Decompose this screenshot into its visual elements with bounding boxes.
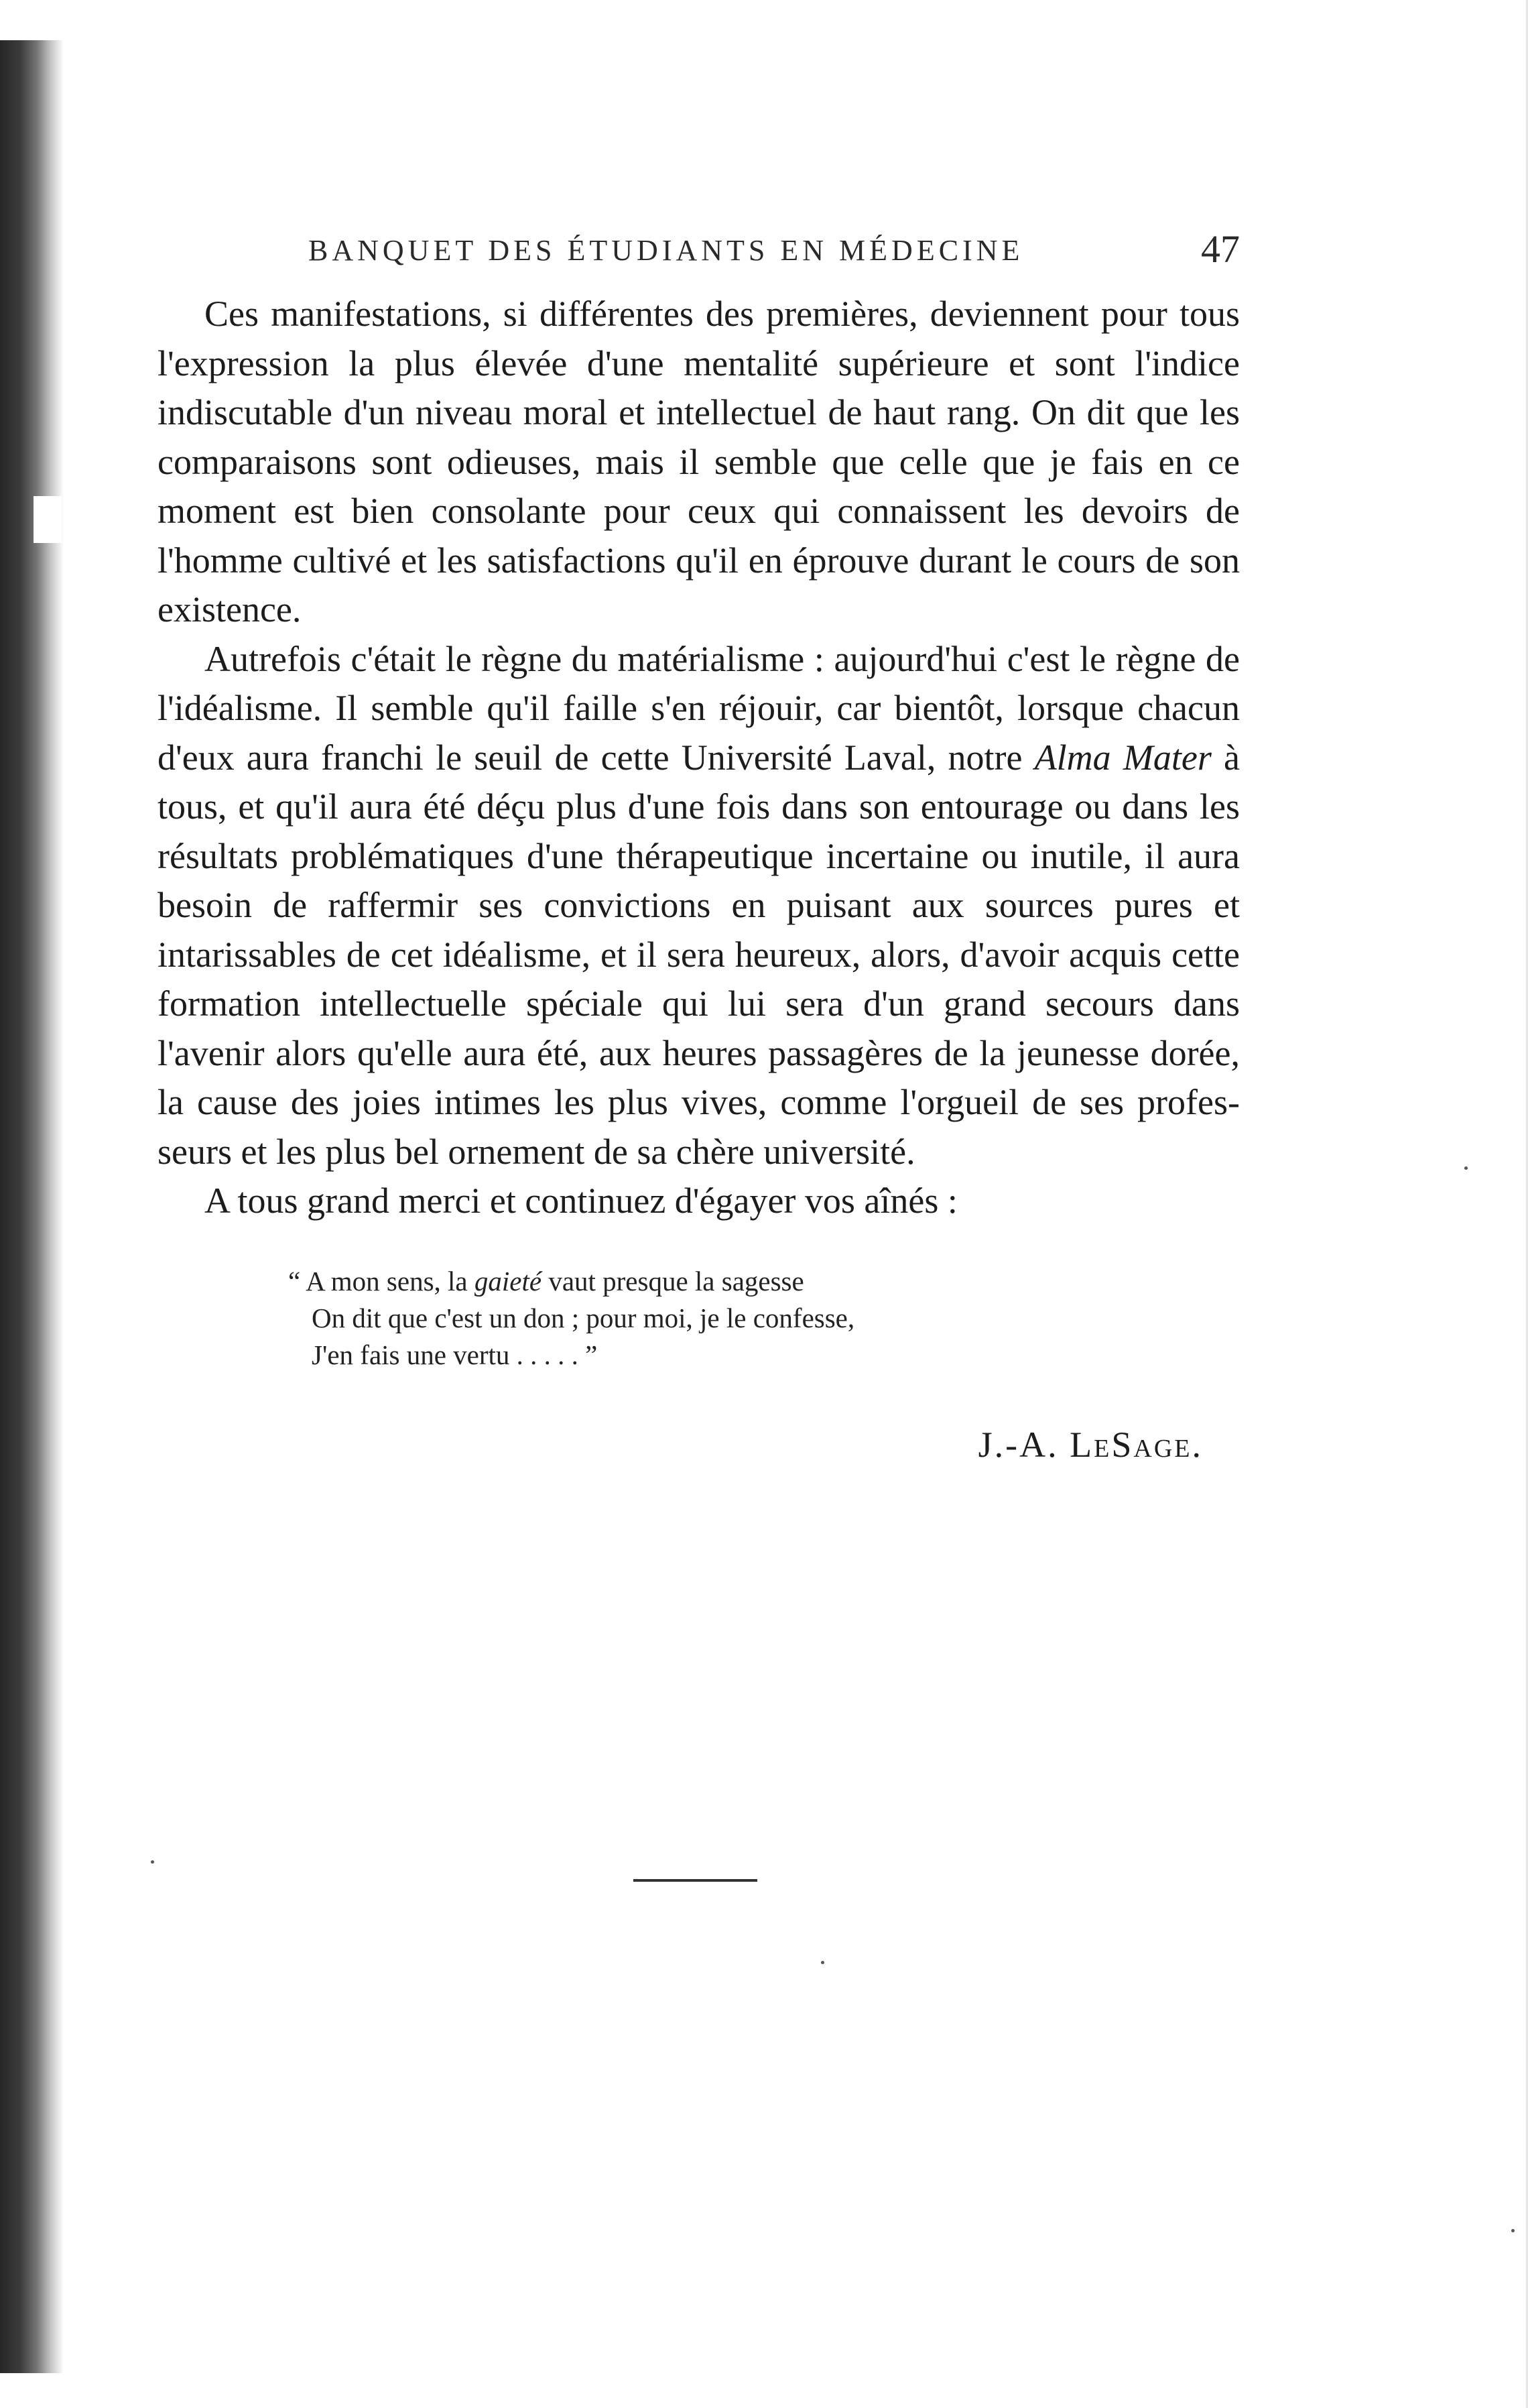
page — [157, 221, 1240, 1465]
speck — [1511, 2229, 1515, 2232]
paragraph-1: Ces manifestations, si différentes des premières, deviennent pour tous l'expression la plus élevée d'une mentalité supérieure et sont l'indice indiscutable d'un niveau moral et intellectuel de haut rang. On dit que les comparaisons sont odieuses, mais il semble que celle que je fais en ce moment est bien consolante pour ceux qui connaissent les devoirs de l'homme cultivé et les satisfactions qu'il en éprouve durant le cours de son existence. — [157, 294, 1240, 629]
speck — [151, 1860, 154, 1864]
quote-line-1-b: vaut presque la sagesse — [542, 1265, 804, 1297]
paragraph-3: A tous grand merci et continuez d'égayer vos aînés : — [204, 1181, 958, 1221]
quote-gaiete-italic: gaieté — [474, 1265, 542, 1297]
binding-shadow — [0, 40, 64, 2373]
running-head — [157, 221, 1240, 282]
quote-line-1-a: “ A mon sens, la — [288, 1265, 474, 1297]
quote-line-1 — [288, 1263, 1240, 1300]
binding-notch — [34, 496, 62, 543]
running-title: BANQUET DES ÉTUDIANTS EN MÉDECINE — [308, 234, 1024, 267]
author-signature: J.-A. LeSage. — [978, 1424, 1203, 1465]
quote-line-3: J'en fais une vertu . . . . . ” — [312, 1339, 598, 1370]
body-text — [157, 290, 1240, 1226]
section-rule — [633, 1879, 757, 1882]
speck — [1464, 1166, 1468, 1170]
paragraph-2 — [157, 635, 1240, 1177]
verse-quote — [288, 1263, 1240, 1374]
quote-line-2: On dit que c'est un don ; pour moi, je le confesse, — [312, 1302, 855, 1333]
speck — [821, 1961, 824, 1964]
paragraph-2-part-2: à tous, et qu'il aura été déçu plus d'une fois dans son entourage ou dans les résultats problématiques d'une thérapeutique incertaine ou inutile, il aura besoin de raffermir ses convictions en puisant aux sources pures et intarissables de cet idéalisme, et il sera heureux, alors, d'avoir acquis cette formation intellectuelle spéciale qui lui sera d'un grand secours dans l'avenir alors qu'elle aura été, aux heures passagères de la jeunesse dorée, la cause des joies intimes les plus vives, comme l'orgueil de ses professeurs et les plus bel ornement de sa chère université. — [157, 737, 1240, 1172]
alma-mater-italic: Alma Mater — [1034, 737, 1212, 778]
page-number: 47 — [1201, 227, 1240, 271]
paragraph-2-part-1: Autrefois c'était le règne du matérialisme : aujourd'hui c'est le règne de l'idéalisme. Il semble qu'il faille s'en réjouir, car bientôt, lorsque chacun d'eux aura franchi le seuil de cette Université Laval, notre — [157, 638, 1240, 778]
